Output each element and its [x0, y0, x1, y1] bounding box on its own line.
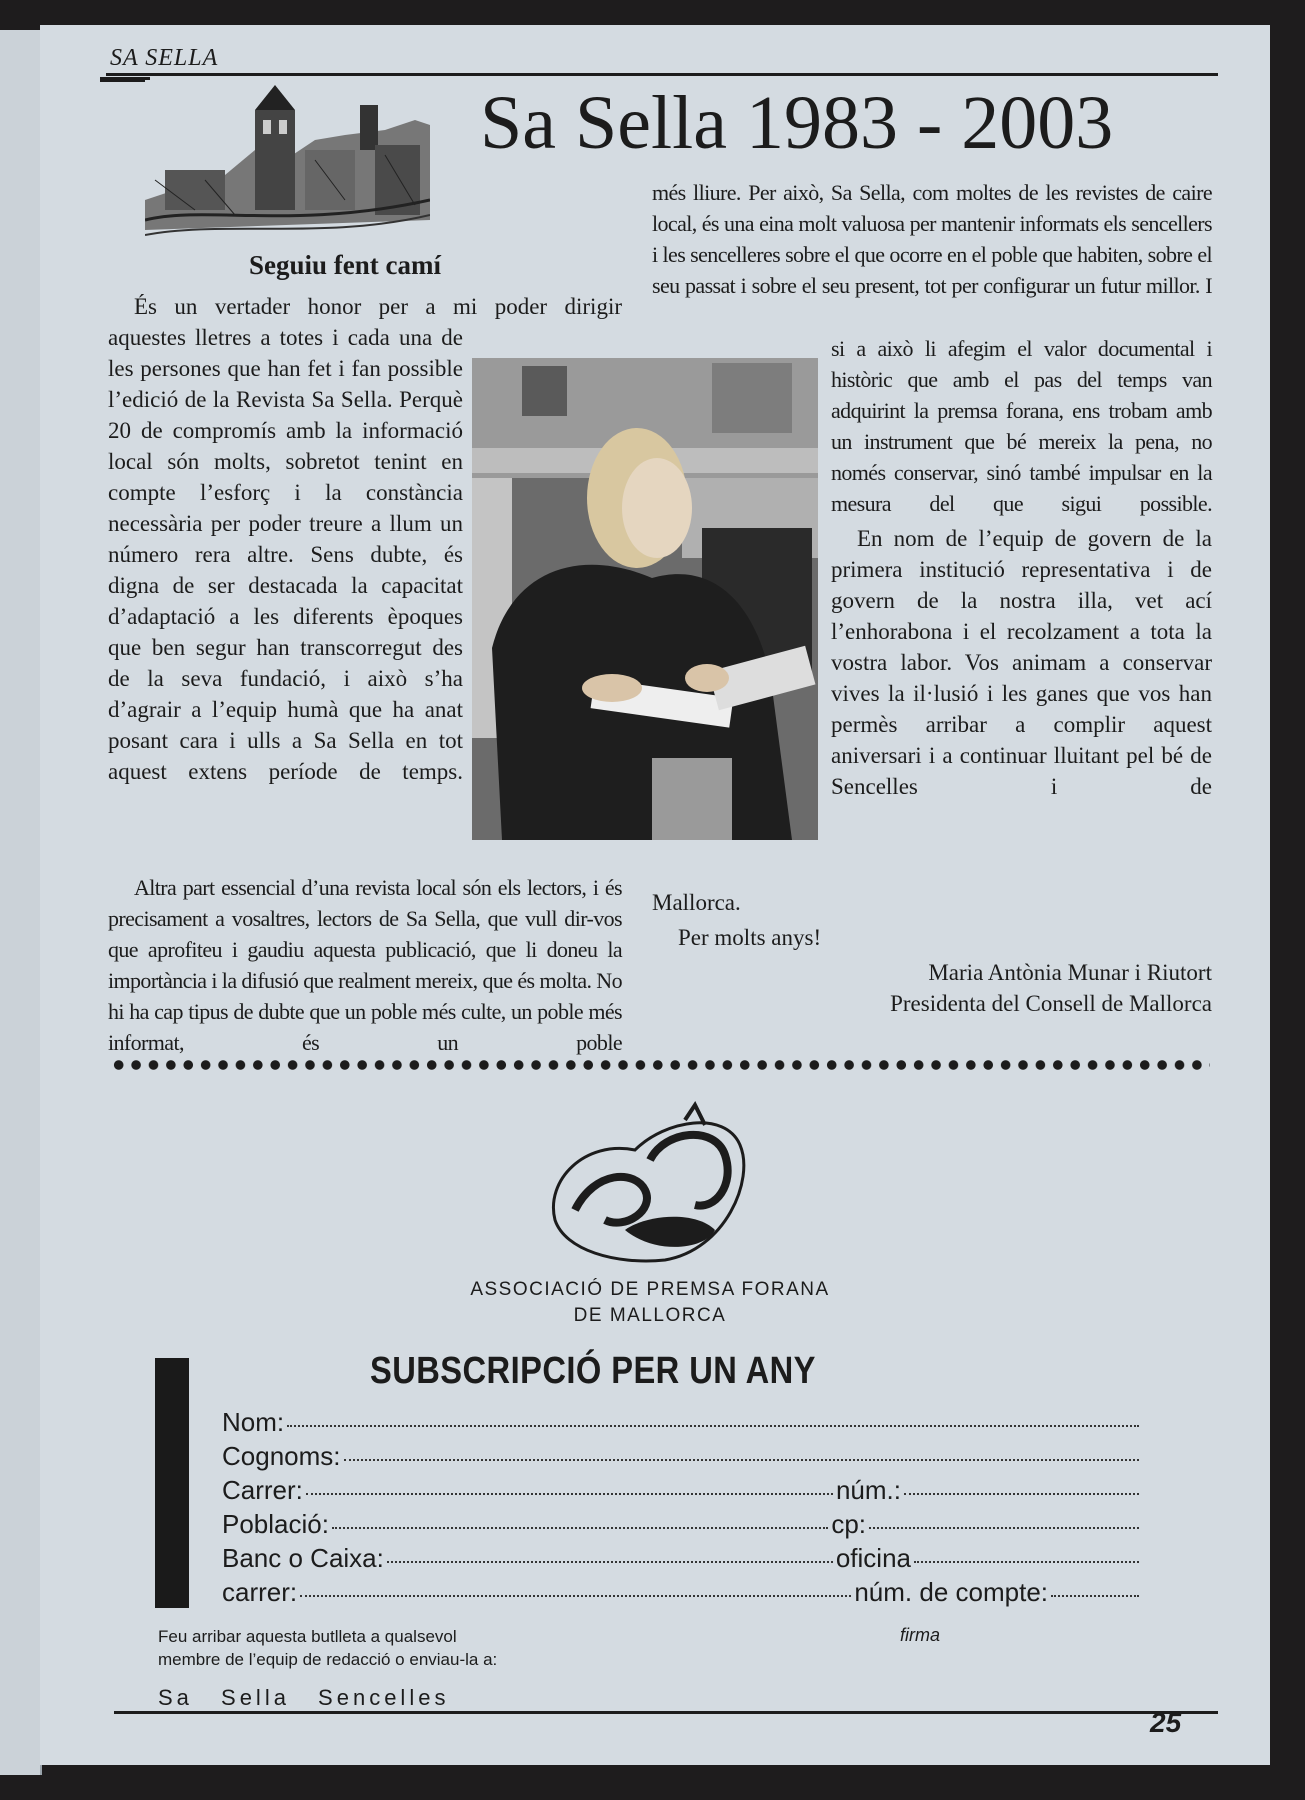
form-row-banc [222, 1543, 1142, 1577]
label-nom: Nom: [222, 1407, 285, 1437]
field-oficina[interactable] [914, 1561, 1139, 1563]
field-banc[interactable] [387, 1561, 833, 1563]
right-column-wrapped [831, 333, 1212, 802]
form-side-bar [155, 1358, 189, 1608]
label-cognoms: Cognoms: [222, 1441, 341, 1471]
article-title: Sa Sella 1983 - 2003 [480, 81, 1114, 165]
portrait-photo [472, 358, 818, 840]
left-column-wrapped [108, 322, 463, 787]
magazine-page [40, 25, 1270, 1765]
form-row-cognoms [222, 1441, 1142, 1475]
form-row-poblacio [222, 1509, 1142, 1543]
label-banc: Banc o Caixa: [222, 1543, 384, 1573]
dotted-separator [110, 1057, 1210, 1073]
form-row-name [222, 1407, 1142, 1441]
form-row-carrer [222, 1475, 1142, 1509]
town-illustration [145, 80, 430, 245]
subscription-form [222, 1407, 1142, 1611]
running-header: SA SELLA [110, 45, 219, 71]
left-column [108, 291, 622, 322]
paragraph-readers: Altra part essencial d’una revista local són els lectors, i és precisament a vosaltres, lectors de Sa Sella, que vull dir-vos que aprofiteu i gaudiu aquesta publicació, que li doneu la importància i la difusió que realment mereix, que és molta. No hi ha cap tipus de dubte que un poble més culte, un poble més informat, és un poble [108, 875, 622, 1055]
header-rule [106, 73, 1218, 76]
paragraph-line: És un vertader honor per a mi poder dirigir [134, 294, 622, 319]
article-subtitle: Seguiu fent camí [249, 250, 441, 280]
label-num-compte: núm. de compte: [854, 1577, 1048, 1607]
field-num[interactable] [904, 1493, 1139, 1495]
closing-greeting: Per molts anys! [678, 925, 822, 950]
label-oficina: oficina [835, 1543, 911, 1573]
field-carrer[interactable] [306, 1493, 833, 1495]
footer-rule [114, 1711, 1218, 1714]
field-carrer-2[interactable] [300, 1595, 851, 1597]
paragraph-documental: si a això li afegim el valor documental i històric que amb el pas del temps van adquirint la premsa forana, ens trobam amb un instrument que bé mereix la pena, no només conservar, sinó també impulsar en la mesura del que sigui possible. [831, 336, 1212, 516]
paragraph-end-line: Mallorca. [652, 890, 741, 915]
association-line-2: DE MALLORCA [573, 1305, 727, 1326]
label-carrer-2: carrer: [222, 1577, 298, 1607]
signature-label: firma [900, 1625, 940, 1645]
premsa-forana-logo [545, 1100, 755, 1270]
signature-title: Presidenta del Consell de Mallorca [890, 991, 1212, 1016]
header-rule-tab [100, 77, 150, 82]
subscription-title: SUBSCRIPCIÓ PER UN ANY [370, 1350, 816, 1392]
field-poblacio[interactable] [332, 1527, 828, 1529]
field-cognoms[interactable] [344, 1459, 1140, 1461]
signature-name: Maria Antònia Munar i Riutort [928, 960, 1212, 985]
page-number: 25 [1150, 1707, 1182, 1738]
left-column-lower [108, 872, 622, 1058]
book-spine [0, 30, 42, 1775]
paragraph-continued: més lliure. Per això, Sa Sella, com moltes de les revistes de caire local, és una eina molt valuosa per mantenir informats els sencellers i les sencelleres sobre el que ocorre en el poble que habiten, sobre el seu passat i sobre el seu present, tot per configurar un futur millor. I [652, 180, 1212, 298]
paragraph-wrapped: aquestes lletres a totes i cada una de les persones que han fet i fan possible l’edició de la Revista Sa Sella. Perquè 20 de compromís amb la informació local són molts, sobretot tenint en compte l’esforç i la constància necessària per poder treure a llum un número rera altre. Sens dubte, és digna de ser destacada la capacitat d’adaptació a les diferents èpoques que ben segur han transcorregut des de la seva fundació, i això s’ha d’agrair a l’equip humà que ha anat posant cara i ulls a Sa Sella en tot aquest extens període de temps. [108, 325, 463, 784]
right-column-bottom [652, 887, 1212, 1019]
field-cp[interactable] [869, 1527, 1139, 1529]
paragraph-govern: En nom de l’equip de govern de la primera institució representativa i de govern de la nostra illa, vet ací l’enhorabona i el recolzament a tota la vostra labor. Vos animam a conservar vives la il·lusió i les ganes que vos han permès arribar a complir aquest aniversari i a continuar lluitant pel bé de Sencelles i de [831, 526, 1212, 799]
association-name [390, 1277, 910, 1329]
association-line-1: ASSOCIACIÓ DE PREMSA FORANA [470, 1279, 830, 1300]
field-nom[interactable] [287, 1425, 1139, 1427]
form-row-carrer-compte [222, 1577, 1142, 1611]
label-poblacio: Població: [222, 1509, 329, 1539]
label-carrer: Carrer: [222, 1475, 303, 1505]
instructions-line-2: membre de l’equip de redacció o enviau-la a: [158, 1650, 498, 1669]
label-cp: cp: [831, 1509, 866, 1539]
form-instructions [158, 1625, 658, 1671]
right-column-top [652, 177, 1212, 301]
instructions-line-1: Feu arribar aquesta butlleta a qualsevol [158, 1627, 457, 1646]
field-num-compte[interactable] [1051, 1595, 1139, 1597]
label-num: núm.: [835, 1475, 901, 1505]
mailing-address: Sa Sella Sencelles [158, 1685, 450, 1710]
